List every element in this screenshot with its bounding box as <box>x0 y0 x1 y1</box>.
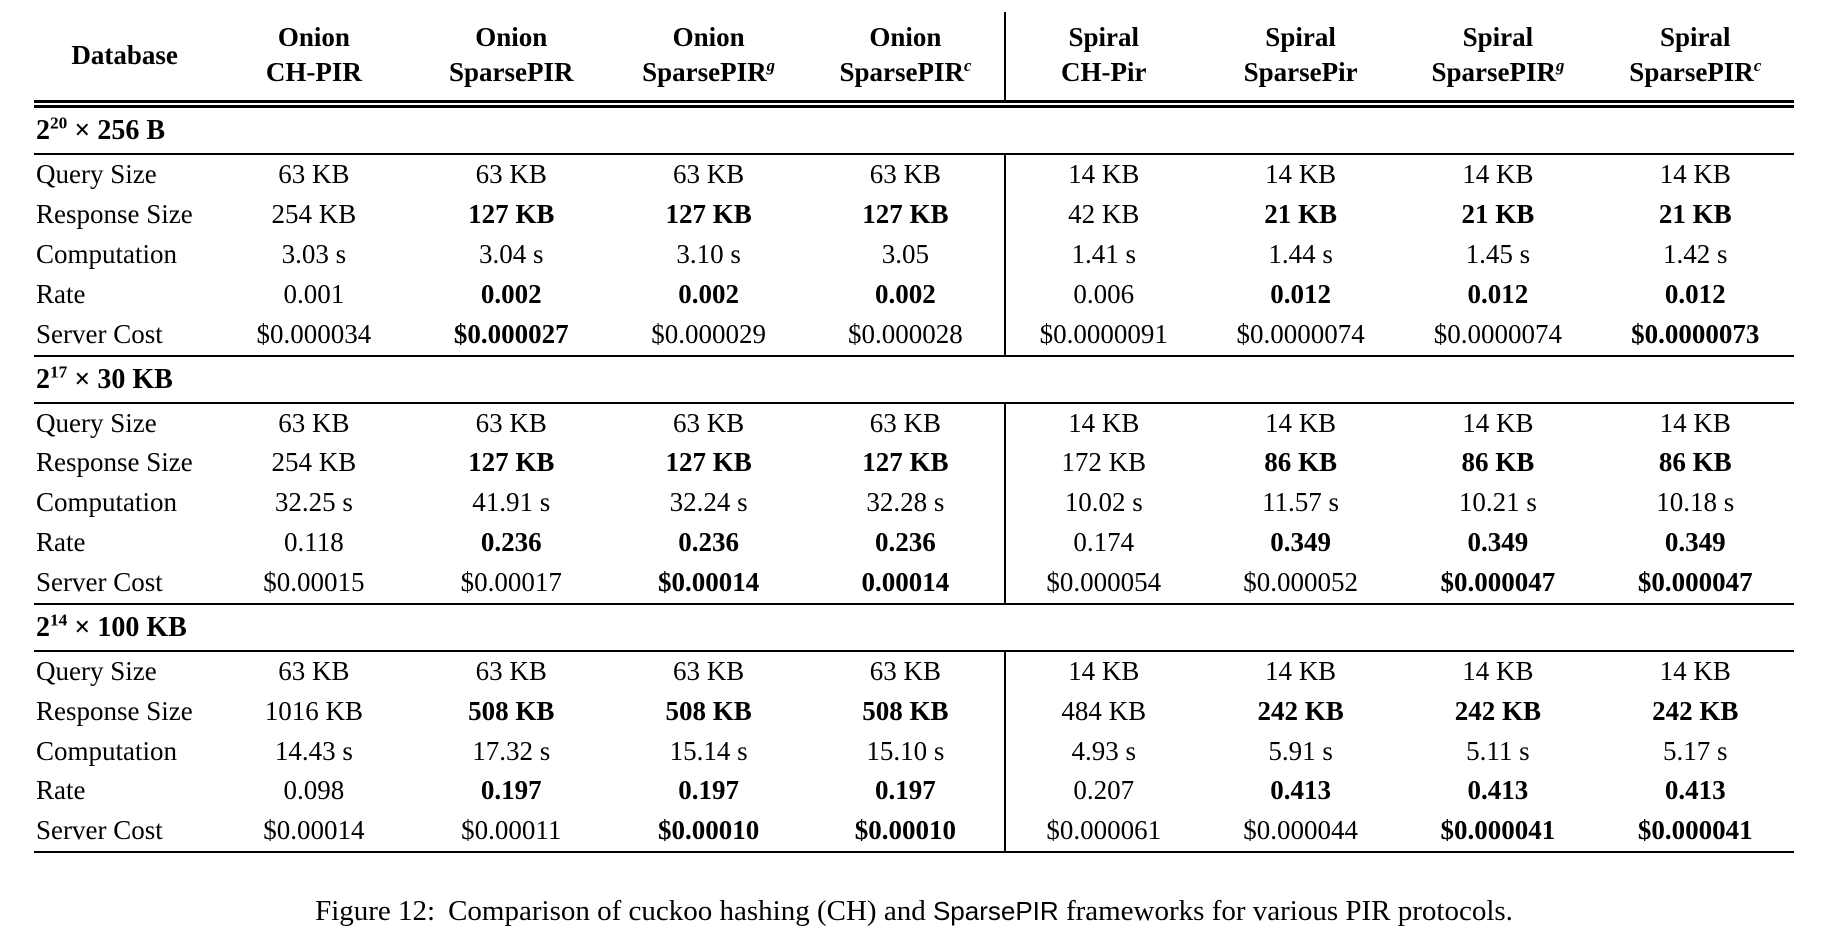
table-row <box>34 483 1794 523</box>
table-header <box>34 12 1794 104</box>
column-header-onion-sparsepir-c: Onion SparsePIR$^c$ <box>807 12 1004 104</box>
table-cell: 1016 KB <box>264 695 364 726</box>
table-row <box>34 315 1794 356</box>
table-cell: 127 KB <box>665 199 752 230</box>
table-cell: 63 KB <box>475 655 547 686</box>
table-cell: 21 KB <box>1264 199 1337 230</box>
table-cell: 0.349 <box>1664 527 1726 558</box>
table-cell: 86 KB <box>1264 447 1337 478</box>
table-cell: $0.000054 <box>1005 563 1202 604</box>
row-label: Response Size <box>36 695 193 726</box>
table-cell: 0.236 <box>875 527 936 558</box>
table-cell: 14 KB <box>1462 159 1534 190</box>
section-title: $2^{17} \times 30$ KB <box>34 356 1794 403</box>
table-cell: 127 KB <box>862 199 949 230</box>
table-cell: 127 KB <box>862 447 949 478</box>
figure-caption <box>0 895 1828 928</box>
table-cell: 0.197 <box>678 775 739 806</box>
table-cell: 63 KB <box>672 159 745 190</box>
table-cell: 15.10 s <box>866 735 945 766</box>
row-label: Rate <box>36 527 86 558</box>
table-cell: $0.000061 <box>1005 811 1202 852</box>
table-row <box>34 154 1794 195</box>
table-row <box>34 771 1794 811</box>
table-cell: 242 KB <box>1454 695 1542 726</box>
table-cell: 32.28 s <box>866 487 945 518</box>
section-header-row-2 <box>34 604 1794 651</box>
table-cell: 1.42 s <box>1663 238 1728 269</box>
table-cell: 63 KB <box>672 655 745 686</box>
table-row <box>34 195 1794 235</box>
table-cell: 15.14 s <box>669 735 748 766</box>
row-label: Query Size <box>36 655 157 686</box>
table-cell: 14 KB <box>1264 655 1337 686</box>
table-cell: $0.00010 <box>807 811 1004 852</box>
table-cell: 0.349 <box>1270 527 1331 558</box>
table-cell: 14 KB <box>1659 655 1731 686</box>
table-cell: 0.098 <box>283 775 345 806</box>
table-cell: $0.000028 <box>848 318 963 349</box>
table-cell: 5.11 s <box>1466 735 1530 766</box>
table-cell: 0.012 <box>1467 278 1529 309</box>
table-cell: 0.012 <box>1664 278 1726 309</box>
table-cell: 0.413 <box>1664 775 1726 806</box>
table-cell: 63 KB <box>278 159 350 190</box>
table-cell: 3.04 s <box>479 238 544 269</box>
table-cell: 242 KB <box>1652 695 1739 726</box>
table-row <box>34 523 1794 563</box>
table-cell: 14 KB <box>1462 655 1534 686</box>
row-label: Query Size <box>36 407 157 438</box>
column-header-onion-sparsepir: Onion SparsePIR <box>413 12 610 104</box>
table-cell: 0.002 <box>678 278 739 309</box>
table-cell: $0.000044 <box>1202 811 1399 852</box>
column-header-spiral-sparsepir-g: Spiral SparsePIR$^g$ <box>1399 12 1596 104</box>
table-cell: $0.00015 <box>263 566 365 597</box>
table-cell: 63 KB <box>869 159 942 190</box>
column-header-spiral-ch-pir: Spiral CH-Pir <box>1005 12 1202 104</box>
table-row <box>34 275 1794 315</box>
table-row <box>34 651 1794 692</box>
table-cell: 0.012 <box>1270 278 1331 309</box>
table-cell: 0.00014 <box>861 566 950 597</box>
row-label: Computation <box>36 238 177 269</box>
table-cell: 63 KB <box>672 407 745 438</box>
table-cell: $0.00010 <box>610 811 807 852</box>
table-row <box>34 443 1794 483</box>
table-cell: 172 KB <box>1005 443 1202 483</box>
row-label: Server Cost <box>36 318 163 349</box>
row-label: Query Size <box>36 159 157 190</box>
table-cell: 0.006 <box>1005 275 1202 315</box>
table-cell: $0.00017 <box>460 566 562 597</box>
table-cell: $0.000027 <box>453 318 569 349</box>
table-cell: $0.000041 <box>1399 811 1596 852</box>
table-cell: 508 KB <box>862 695 949 726</box>
table-cell: 3.10 s <box>676 238 741 269</box>
table-cell: 63 KB <box>475 159 547 190</box>
table-cell: 0.236 <box>480 527 542 558</box>
comparison-table <box>34 12 1794 853</box>
table-cell: $0.000034 <box>256 318 372 349</box>
table-cell: 17.32 s <box>472 735 551 766</box>
row-label: Server Cost <box>34 811 215 852</box>
table-cell: $0.000047 <box>1440 566 1556 597</box>
table-cell: 14 KB <box>1264 407 1337 438</box>
table-row <box>34 732 1794 772</box>
table-cell: 10.18 s <box>1656 487 1735 518</box>
table-cell: 63 KB <box>278 655 350 686</box>
table-cell: 42 KB <box>1005 195 1202 235</box>
table-cell: 41.91 s <box>472 487 551 518</box>
table-cell: 508 KB <box>665 695 752 726</box>
table-cell: $0.0000074 <box>1236 318 1365 349</box>
column-header-spiral-sparsepir: Spiral SparsePir <box>1202 12 1399 104</box>
table-cell: 86 KB <box>1461 447 1535 478</box>
table-cell: 1.41 s <box>1005 235 1202 275</box>
table-cell: $0.000029 <box>651 318 766 349</box>
table-cell: $0.000041 <box>1597 811 1794 852</box>
table-cell: $0.0000073 <box>1631 318 1760 349</box>
table-cell: 10.02 s <box>1005 483 1202 523</box>
table-row <box>34 811 1794 852</box>
table-cell: 254 KB <box>271 447 357 478</box>
table-cell: 21 KB <box>1461 199 1535 230</box>
table-cell: 1.44 s <box>1268 238 1333 269</box>
table-cell: 63 KB <box>475 407 547 438</box>
row-label: Rate <box>36 278 86 309</box>
column-header-spiral-sparsepir-c: Spiral SparsePIR$^c$ <box>1597 12 1794 104</box>
table-cell: 484 KB <box>1005 692 1202 732</box>
table-cell: $0.000047 <box>1637 566 1753 597</box>
table-cell: 127 KB <box>665 447 752 478</box>
table-cell: 0.002 <box>480 278 542 309</box>
row-label: Response Size <box>36 199 193 230</box>
table-row <box>34 403 1794 444</box>
table-cell: 3.05 <box>881 238 930 269</box>
caption-sparsepir-word: SparsePIR <box>932 896 1059 927</box>
table-cell: 11.57 s <box>1262 487 1340 518</box>
table-cell: 14 KB <box>1264 159 1337 190</box>
table-cell: $0.000052 <box>1243 566 1358 597</box>
table-cell: 14 KB <box>1005 651 1202 692</box>
table-cell: 14 KB <box>1462 407 1534 438</box>
table-row <box>34 563 1794 604</box>
section-header-row-1 <box>34 356 1794 403</box>
table-cell: 0.197 <box>480 775 542 806</box>
section-header-row-0 <box>34 104 1794 154</box>
column-header-database: Database <box>34 12 215 104</box>
table-cell: 127 KB <box>468 447 555 478</box>
table-cell: 5.91 s <box>1268 735 1333 766</box>
table-cell: 14 KB <box>1005 403 1202 444</box>
row-label: Response Size <box>36 447 193 478</box>
table-cell: 4.93 s <box>1005 732 1202 772</box>
table-body <box>34 104 1794 852</box>
table-cell: $0.00011 <box>413 811 610 852</box>
table-cell: 10.21 s <box>1458 487 1537 518</box>
table-cell: 0.207 <box>1005 771 1202 811</box>
column-header-onion-sparsepir-g: Onion SparsePIR$^g$ <box>610 12 807 104</box>
table-cell: 21 KB <box>1658 199 1732 230</box>
table-cell: 0.413 <box>1467 775 1529 806</box>
table-cell: 5.17 s <box>1663 735 1728 766</box>
table-cell: 14 KB <box>1659 159 1731 190</box>
table-cell: 32.25 s <box>274 487 353 518</box>
table-cell: 242 KB <box>1257 695 1344 726</box>
table-cell: 63 KB <box>278 407 350 438</box>
table-cell: 14.43 s <box>274 735 353 766</box>
table-cell: 508 KB <box>468 695 555 726</box>
row-label: Computation <box>36 735 177 766</box>
table-cell: 86 KB <box>1658 447 1732 478</box>
table-cell: 0.118 <box>284 527 344 558</box>
table-cell: 63 KB <box>869 655 942 686</box>
row-label: Computation <box>36 487 177 518</box>
table-cell: 0.001 <box>283 278 345 309</box>
table-cell: 0.174 <box>1005 523 1202 563</box>
table-cell: 1.45 s <box>1465 238 1531 269</box>
table-cell: $0.0000074 <box>1433 318 1563 349</box>
table-row <box>34 692 1794 732</box>
table-cell: 254 KB <box>271 199 357 230</box>
table-cell: 14 KB <box>1659 407 1731 438</box>
table-cell: $0.00014 <box>657 566 760 597</box>
column-header-onion-ch-pir: Onion CH-PIR <box>215 12 412 104</box>
table-cell: 0.002 <box>875 278 936 309</box>
header-row <box>34 12 1794 104</box>
table-cell: 0.197 <box>875 775 936 806</box>
section-title: $2^{20} \times 256$ B <box>34 104 1794 154</box>
row-label: Rate <box>36 775 86 806</box>
table-cell: 0.236 <box>678 527 739 558</box>
caption-text-before: Comparison of cuckoo hashing (CH) and <box>448 895 933 928</box>
table-cell: $0.00014 <box>215 811 412 852</box>
table-cell: 127 KB <box>468 199 555 230</box>
row-label: Server Cost <box>36 566 163 597</box>
table-cell: 63 KB <box>869 407 942 438</box>
table-row <box>34 235 1794 275</box>
section-title: $2^{14} \times 100$ KB <box>34 604 1794 651</box>
table-cell: 32.24 s <box>669 487 748 518</box>
table-cell: 0.349 <box>1467 527 1529 558</box>
caption-text-after: frameworks for various PIR protocols. <box>1058 895 1513 928</box>
table-cell: $0.0000091 <box>1005 315 1202 356</box>
figure-label: Figure 12: <box>315 895 436 928</box>
table-cell: 3.03 s <box>281 238 347 269</box>
table-cell: 14 KB <box>1005 154 1202 195</box>
table-cell: 0.413 <box>1270 775 1331 806</box>
